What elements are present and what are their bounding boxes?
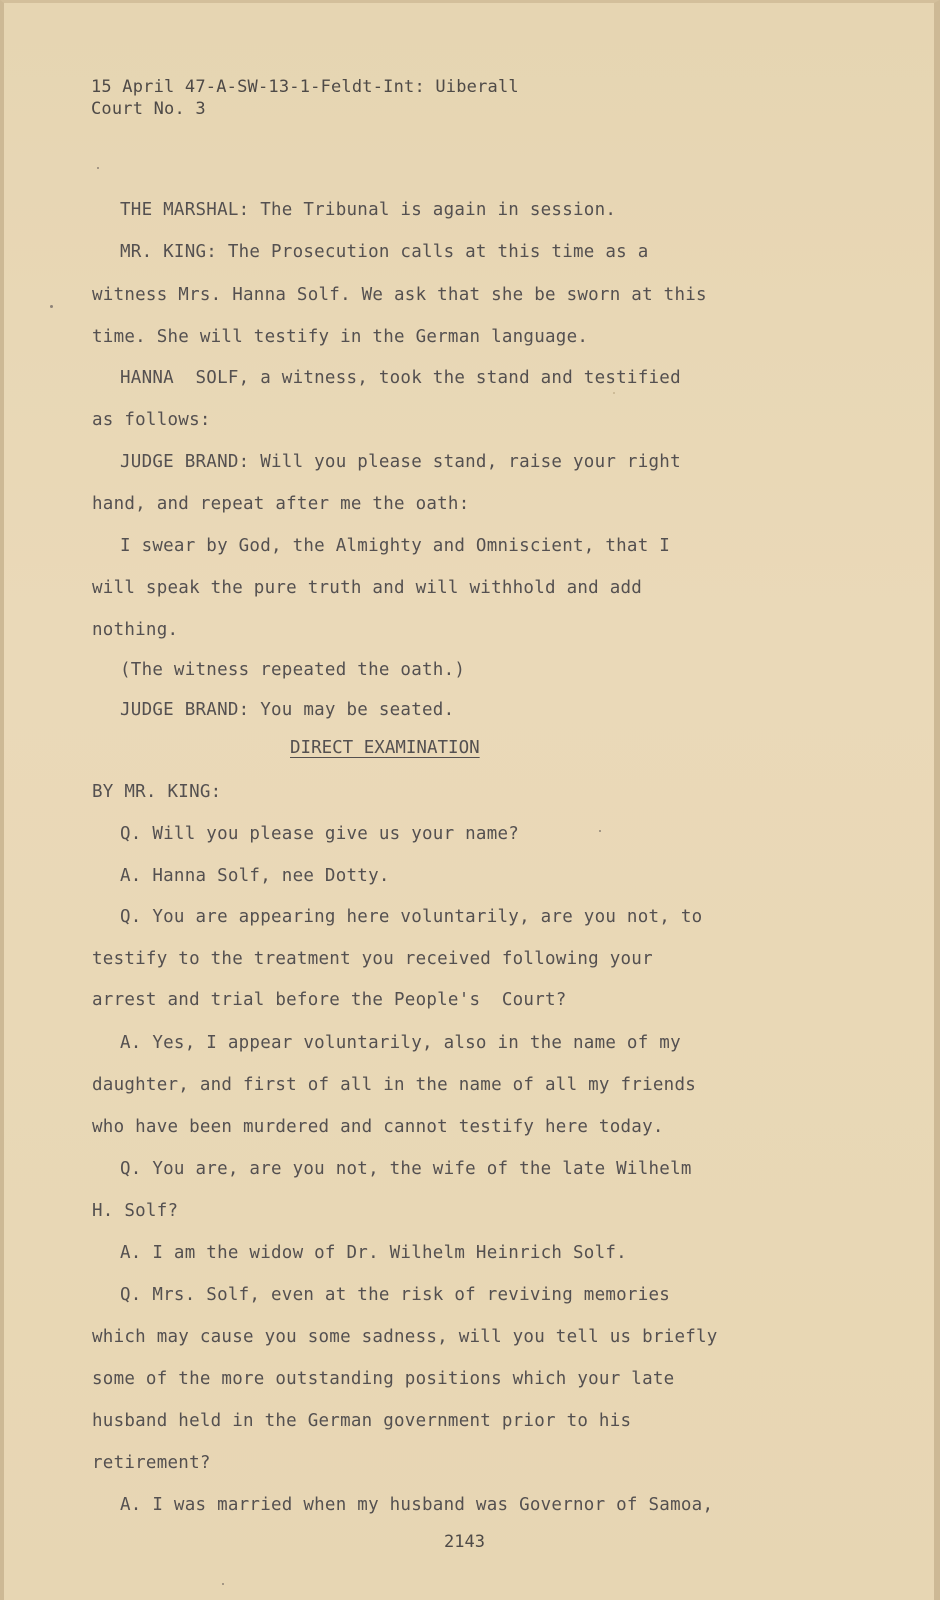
transcript-line: who have been murdered and cannot testify here today. xyxy=(92,1117,664,1137)
transcript-line: Q. You are appearing here voluntarily, are you not, to xyxy=(120,907,703,927)
transcript-line: some of the more outstanding positions which your late xyxy=(92,1369,675,1389)
transcript-line: time. She will testify in the German language. xyxy=(92,327,589,347)
transcript-line: arrest and trial before the People's Court? xyxy=(92,990,567,1010)
header-court-line: Court No. 3 xyxy=(91,99,206,119)
transcript-line: I swear by God, the Almighty and Omniscient, that I xyxy=(120,536,671,556)
transcript-line: daughter, and first of all in the name of all my friends xyxy=(92,1075,697,1095)
paper-speck xyxy=(222,1583,224,1585)
transcript-line: witness Mrs. Hanna Solf. We ask that she be sworn at this xyxy=(92,285,707,305)
paper-speck xyxy=(97,167,99,169)
transcript-line: BY MR. KING: xyxy=(92,782,222,802)
transcript-line: Q. Mrs. Solf, even at the risk of reviving memories xyxy=(120,1285,671,1305)
transcript-line: as follows: xyxy=(92,410,211,430)
page-number: 2143 xyxy=(444,1532,485,1552)
header-case-line: 15 April 47-A-SW-13-1-Feldt-Int: Uiberall xyxy=(91,77,519,97)
transcript-line: A. Yes, I appear voluntarily, also in the name of my xyxy=(120,1033,681,1053)
transcript-line: will speak the pure truth and will withhold and add xyxy=(92,578,643,598)
transcript-line: nothing. xyxy=(92,620,179,640)
transcript-line: husband held in the German government prior to his xyxy=(92,1411,632,1431)
transcript-line: Q. You are, are you not, the wife of the late Wilhelm xyxy=(120,1159,692,1179)
transcript-line: retirement? xyxy=(92,1453,211,1473)
transcript-line: A. I am the widow of Dr. Wilhelm Heinrich Solf. xyxy=(120,1243,627,1263)
transcript-line: A. Hanna Solf, nee Dotty. xyxy=(120,866,390,886)
transcript-line: Q. Will you please give us your name? xyxy=(120,824,520,844)
transcript-line: HANNA SOLF, a witness, took the stand and testified xyxy=(120,368,681,388)
transcript-line: A. I was married when my husband was Governor of Samoa, xyxy=(120,1495,714,1515)
transcript-line: JUDGE BRAND: Will you please stand, raise your right xyxy=(120,452,681,472)
transcript-line: H. Solf? xyxy=(92,1201,179,1221)
transcript-line: testify to the treatment you received following your xyxy=(92,949,653,969)
transcript-line: MR. KING: The Prosecution calls at this time as a xyxy=(120,242,649,262)
transcript-line: which may cause you some sadness, will you tell us briefly xyxy=(92,1327,718,1347)
transcript-line: THE MARSHAL: The Tribunal is again in session. xyxy=(120,200,617,220)
transcript-line: (The witness repeated the oath.) xyxy=(120,660,466,680)
paper-speck xyxy=(613,392,615,394)
section-heading: DIRECT EXAMINATION xyxy=(290,738,480,758)
document-header xyxy=(91,76,519,120)
paper-speck xyxy=(50,305,53,308)
transcript-line: JUDGE BRAND: You may be seated. xyxy=(120,700,455,720)
paper-speck xyxy=(599,830,601,832)
transcript-line: hand, and repeat after me the oath: xyxy=(92,494,470,514)
